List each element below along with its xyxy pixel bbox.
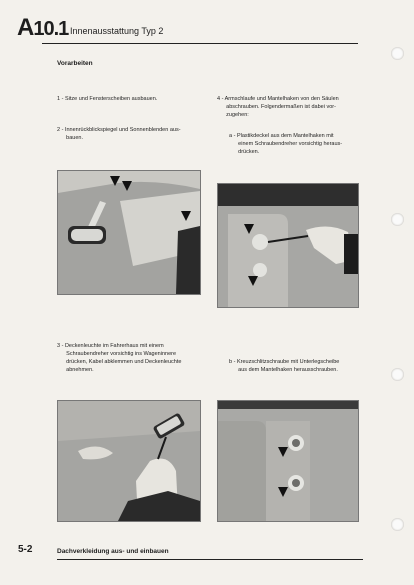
- photo-ceiling-light-drawing: [58, 401, 200, 521]
- footer-rule: [57, 559, 363, 560]
- page-number: 5-2: [18, 544, 33, 555]
- photo-coat-hook: [217, 183, 359, 308]
- punch-hole: [391, 518, 404, 531]
- step-4: 4 - Armschlaufe und Mantelhaken von den Säulen abschrauben. Folgendermaßen ist dabei vor- zugehen:: [217, 96, 339, 118]
- punch-hole: [391, 368, 404, 381]
- footer-title: Dachverkleidung aus- und einbauen: [57, 548, 169, 555]
- step-4a: a - Plastikdeckel aus dem Mantelhaken mit einem Schraubendreher vorsichtig heraus- drücken.: [229, 133, 343, 155]
- step-3: 3 - Deckenleuchte im Fahrerhaus mit einem Schraubendreher vorsichtig ins Wageninnere drücken, Kabel abklemmen und Deckenleuchte abnehmen.: [57, 343, 182, 373]
- punch-hole: [391, 47, 404, 60]
- photo-panel-screws-drawing: [218, 401, 358, 521]
- step-4b: b - Kreuzschlitzschraube mit Unterlegscheibe aus dem Mantelhaken herausschrauben.: [229, 359, 340, 373]
- photo-panel-screws: [217, 400, 359, 522]
- section-code-number: 10.1: [33, 18, 69, 40]
- section-code-letter: A: [17, 14, 34, 41]
- header-rule: [42, 43, 358, 44]
- section-title: Vorarbeiten: [57, 60, 93, 67]
- photo-ceiling-light: [57, 400, 201, 522]
- photo-coat-hook-drawing: [218, 184, 358, 307]
- step-2: 2 - Innenrückblickspiegel und Sonnenblenden aus- bauen.: [57, 127, 181, 141]
- punch-hole: [391, 213, 404, 226]
- page-title: Innenausstattung Typ 2: [70, 26, 164, 36]
- photo-mirror-visor-drawing: [58, 171, 200, 294]
- section-code: [17, 14, 68, 42]
- photo-mirror-visor: [57, 170, 201, 295]
- step-1: 1 - Sitze und Fensterscheiben ausbauen.: [57, 96, 158, 102]
